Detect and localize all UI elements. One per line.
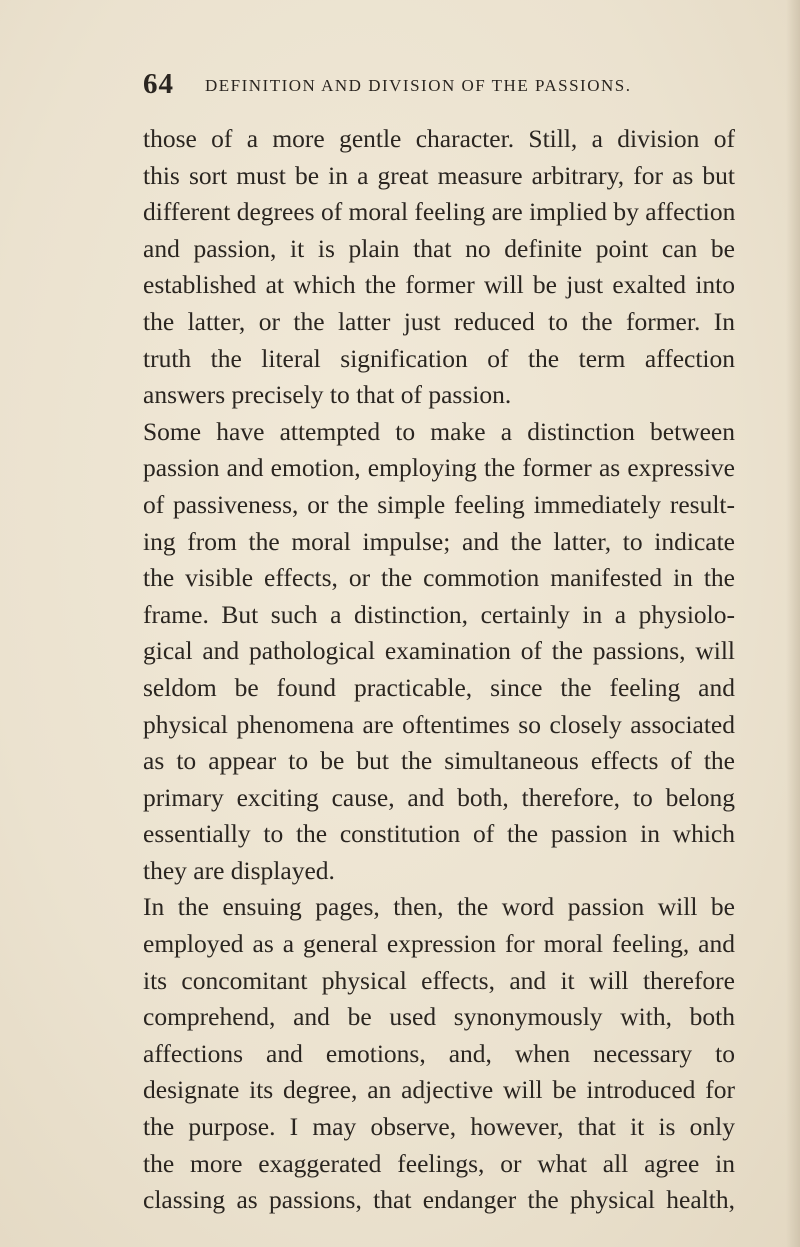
text-line: primary exciting cause, and both, therefore, to belong	[143, 782, 735, 812]
text-line: of passiveness, or the simple feeling immediately result-	[143, 489, 735, 519]
text-line: the purpose. I may observe, however, that it is only	[143, 1112, 735, 1142]
text-line: and passion, it is plain that no definite point can be	[143, 233, 735, 263]
text-line: gical and pathological examination of the passions, will	[143, 636, 735, 666]
text-line: frame. But such a distinction, certainly in a physiolo-	[143, 599, 735, 629]
text-line: this sort must be in a great measure arbitrary, for as but	[143, 160, 735, 190]
text-line: as to appear to be but the simultaneous effects of the	[143, 746, 735, 776]
running-head-title: DEFINITION AND DIVISION OF THE PASSIONS.	[205, 76, 632, 95]
text-line: classing as passions, that endanger the physical health,	[143, 1185, 735, 1215]
text-line: different degrees of moral feeling are implied by affection	[143, 197, 736, 227]
text-line: established at which the former will be just exalted into	[143, 270, 735, 300]
text-line: In the ensuing pages, then, the word passion will be	[143, 892, 735, 922]
text-line: physical phenomena are oftentimes so closely associated	[143, 709, 735, 739]
text-line: seldom be found practicable, since the feeling and	[143, 672, 735, 702]
text-line: its concomitant physical effects, and it will therefore	[143, 965, 735, 995]
text-line: essentially to the constitution of the passion in which	[143, 819, 735, 849]
text-line: passion and emotion, employing the former as expressive	[143, 453, 735, 483]
text-line: employed as a general expression for moral feeling, and	[143, 929, 735, 959]
body-text	[143, 121, 735, 1219]
text-line: answers precisely to that of passion.	[143, 380, 512, 410]
text-line: ing from the moral impulse; and the latter, to indicate	[143, 526, 735, 556]
running-head	[143, 68, 703, 102]
text-line: the more exaggerated feelings, or what all agree in	[143, 1148, 735, 1178]
text-line: Some have attempted to make a distinction between	[143, 416, 735, 446]
text-line: truth the literal signification of the term affection	[143, 343, 735, 373]
text-line: comprehend, and be used synonymously with, both	[143, 1002, 735, 1032]
text-line: the visible effects, or the commotion manifested in the	[143, 563, 735, 593]
page-number: 64	[143, 68, 174, 100]
page-edge-shadow	[786, 0, 800, 1247]
text-line: affections and emotions, and, when necessary to	[143, 1038, 735, 1068]
text-line: the latter, or the latter just reduced to the former. In	[143, 306, 735, 336]
text-line: those of a more gentle character. Still, a division of	[143, 124, 735, 153]
text-line: designate its degree, an adjective will be introduced for	[143, 1075, 735, 1105]
text-line: they are displayed.	[143, 855, 335, 885]
